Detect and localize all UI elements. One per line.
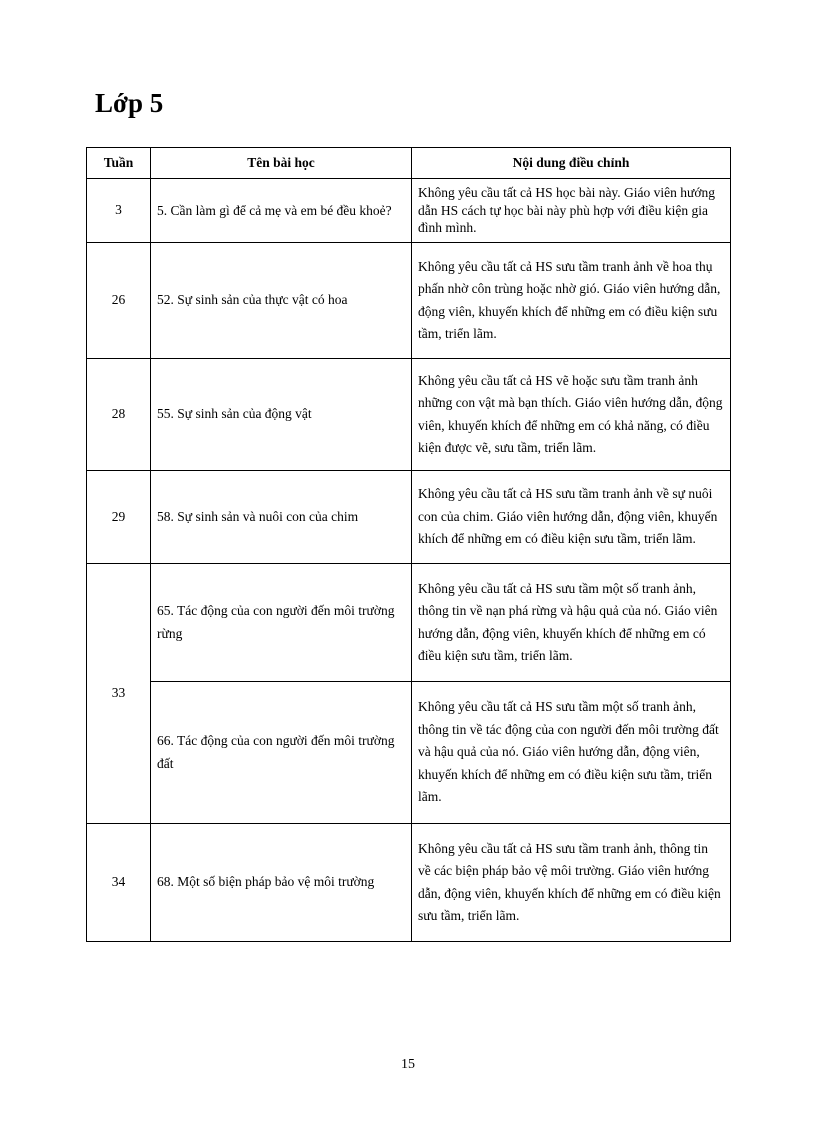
week-cell: 26 xyxy=(87,243,151,359)
table-row xyxy=(87,564,731,682)
lesson-adjustment-table xyxy=(86,147,731,942)
lesson-name-cell: 55. Sự sinh sản của động vật xyxy=(151,359,412,471)
lesson-name-cell: 66. Tác động của con người đến môi trường đất xyxy=(151,682,412,824)
adjustment-content-cell: Không yêu cầu tất cả HS sưu tầm tranh ảnh, thông tin về các biện pháp bảo vệ môi trường. Giáo viên hướng dẫn, động viên, khuyến khích để những em có điều kiện sưu tầm, triển lãm. xyxy=(412,824,731,942)
page-heading: Lớp 5 xyxy=(95,88,164,118)
adjustment-content-cell: Không yêu cầu tất cả HS sưu tầm một số tranh ảnh, thông tin về tác động của con người đến môi trường đất và hậu quả của nó. Giáo viên hướng dẫn, động viên, khuyến khích để những em có điều kiện sưu tầm, triển lãm. xyxy=(412,682,731,824)
lesson-name-cell: 58. Sự sinh sản và nuôi con của chim xyxy=(151,471,412,564)
header-adjustment-content: Nội dung điều chỉnh xyxy=(412,148,731,179)
lesson-name-cell: 5. Cần làm gì để cả mẹ và em bé đều khoẻ? xyxy=(151,179,412,243)
week-cell: 33 xyxy=(87,564,151,824)
page-number: 15 xyxy=(401,1057,415,1072)
header-lesson-name: Tên bài học xyxy=(151,148,412,179)
table-row xyxy=(87,359,731,471)
week-cell: 28 xyxy=(87,359,151,471)
table-row xyxy=(87,682,731,824)
adjustment-content-cell: Không yêu cầu tất cả HS sưu tầm tranh ảnh về hoa thụ phấn nhờ côn trùng hoặc nhờ gió. Giáo viên hướng dẫn, động viên, khuyến khích để những em có điều kiện sưu tầm, triển lãm. xyxy=(412,243,731,359)
table-row xyxy=(87,824,731,942)
week-cell: 34 xyxy=(87,824,151,942)
table-row xyxy=(87,471,731,564)
adjustment-content-cell: Không yêu cầu tất cả HS vẽ hoặc sưu tầm tranh ảnh những con vật mà bạn thích. Giáo viên hướng dẫn, động viên, khuyến khích để những em có khả năng, có điều kiện được vẽ, sưu tầm, triển lãm. xyxy=(412,359,731,471)
lesson-name-cell: 52. Sự sinh sản của thực vật có hoa xyxy=(151,243,412,359)
table-row xyxy=(87,243,731,359)
table-row xyxy=(87,179,731,243)
lesson-name-cell: 68. Một số biện pháp bảo vệ môi trường xyxy=(151,824,412,942)
adjustment-content-cell: Không yêu cầu tất cả HS học bài này. Giáo viên hướng dẫn HS cách tự học bài này phù hợp với điều kiện gia đình mình. xyxy=(412,179,731,243)
week-cell: 3 xyxy=(87,179,151,243)
adjustment-content-cell: Không yêu cầu tất cả HS sưu tầm một số tranh ảnh, thông tin về nạn phá rừng và hậu quả của nó. Giáo viên hướng dẫn, động viên, khuyến khích để những em có điều kiện sưu tầm, triển lãm. xyxy=(412,564,731,682)
table-header-row xyxy=(87,148,731,179)
lesson-name-cell: 65. Tác động của con người đến môi trường rừng xyxy=(151,564,412,682)
week-cell: 29 xyxy=(87,471,151,564)
adjustment-content-cell: Không yêu cầu tất cả HS sưu tầm tranh ảnh về sự nuôi con của chim. Giáo viên hướng dẫn, động viên, khuyến khích để những em có điều kiện sưu tầm, triển lãm. xyxy=(412,471,731,564)
header-week: Tuần xyxy=(87,148,151,179)
